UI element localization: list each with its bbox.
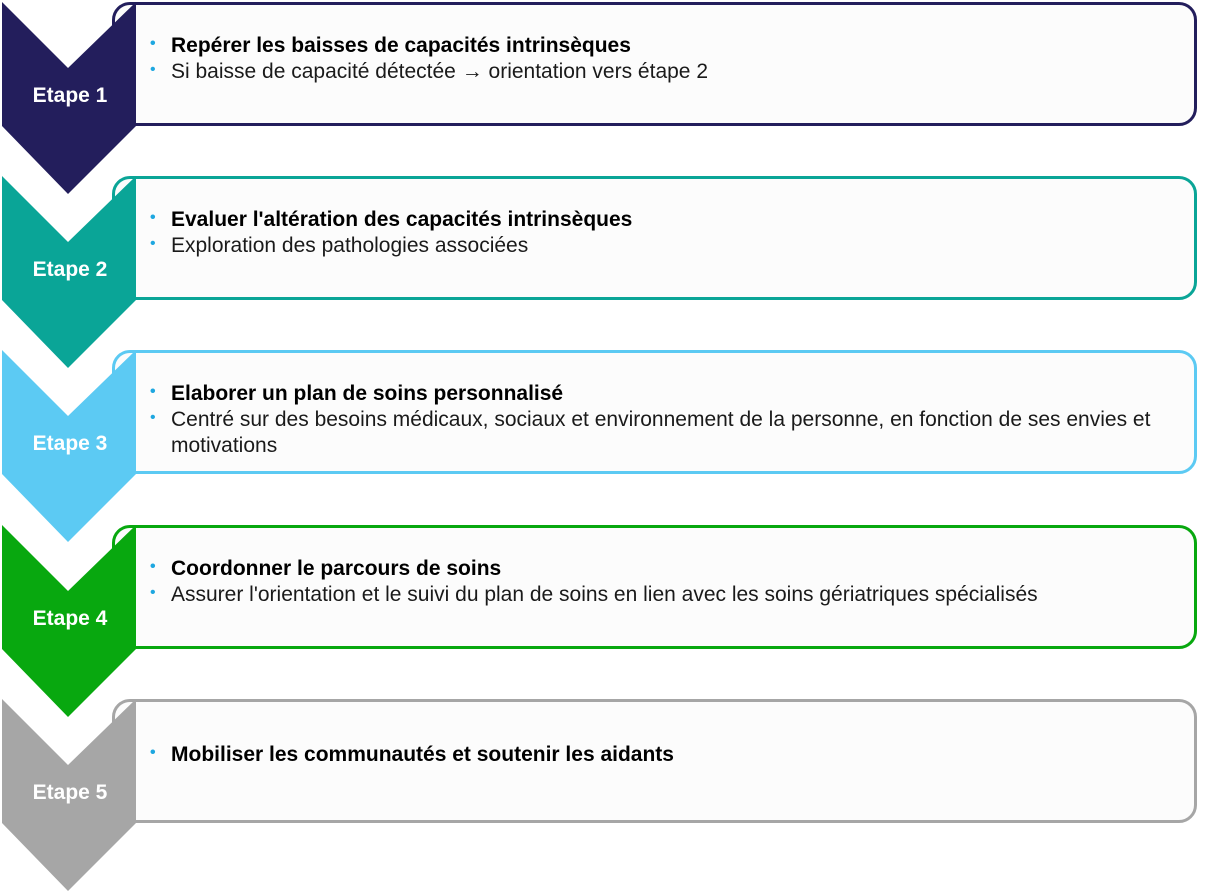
step-bullet-list (150, 556, 1193, 608)
item-text: Si baisse de capacité détectée → orientation vers étape 2 (171, 60, 708, 83)
bullet-icon: • (150, 558, 156, 575)
step-label: Etape 4 (32, 607, 108, 630)
step-heading-item (150, 207, 1193, 233)
step-bullet-list (150, 742, 1193, 768)
step-detail-item (150, 59, 1193, 85)
step-label: Etape 2 (32, 258, 108, 281)
step-heading-item (150, 556, 1193, 582)
step-heading-item (150, 742, 1193, 768)
step-heading-item (150, 381, 1193, 407)
bullet-icon: • (150, 235, 156, 252)
bullet-icon: • (150, 584, 156, 601)
step-detail-item (150, 582, 1193, 608)
bullet-icon: • (150, 409, 156, 426)
step-detail-item (150, 407, 1193, 459)
item-text: Centré sur des besoins médicaux, sociaux et environnement de la personne, en fonction de ses envies et motivations (171, 408, 1151, 457)
item-text: Elaborer un plan de soins personnalisé (171, 382, 564, 405)
item-text: Coordonner le parcours de soins (171, 557, 502, 580)
step-heading-item (150, 33, 1193, 59)
item-text: Exploration des pathologies associées (171, 234, 529, 257)
item-text: Assurer l'orientation et le suivi du plan de soins en lien avec les soins gériatriques spécialisés (171, 583, 1038, 606)
bullet-icon: • (150, 744, 156, 761)
step-label: Etape 1 (32, 84, 108, 107)
step-bullet-list (150, 381, 1193, 459)
step-label: Etape 5 (32, 781, 108, 804)
bullet-icon: • (150, 35, 156, 52)
item-text: Mobiliser les communautés et soutenir les aidants (171, 743, 674, 766)
bullet-icon: • (150, 61, 156, 78)
item-text: Evaluer l'altération des capacités intrinsèques (171, 208, 633, 231)
step-bullet-list (150, 207, 1193, 259)
bullet-icon: • (150, 383, 156, 400)
bullet-icon: • (150, 209, 156, 226)
step-detail-item (150, 233, 1193, 259)
step-bullet-list (150, 33, 1193, 85)
step-label: Etape 3 (32, 432, 108, 455)
item-text: Repérer les baisses de capacités intrinsèques (171, 34, 631, 57)
